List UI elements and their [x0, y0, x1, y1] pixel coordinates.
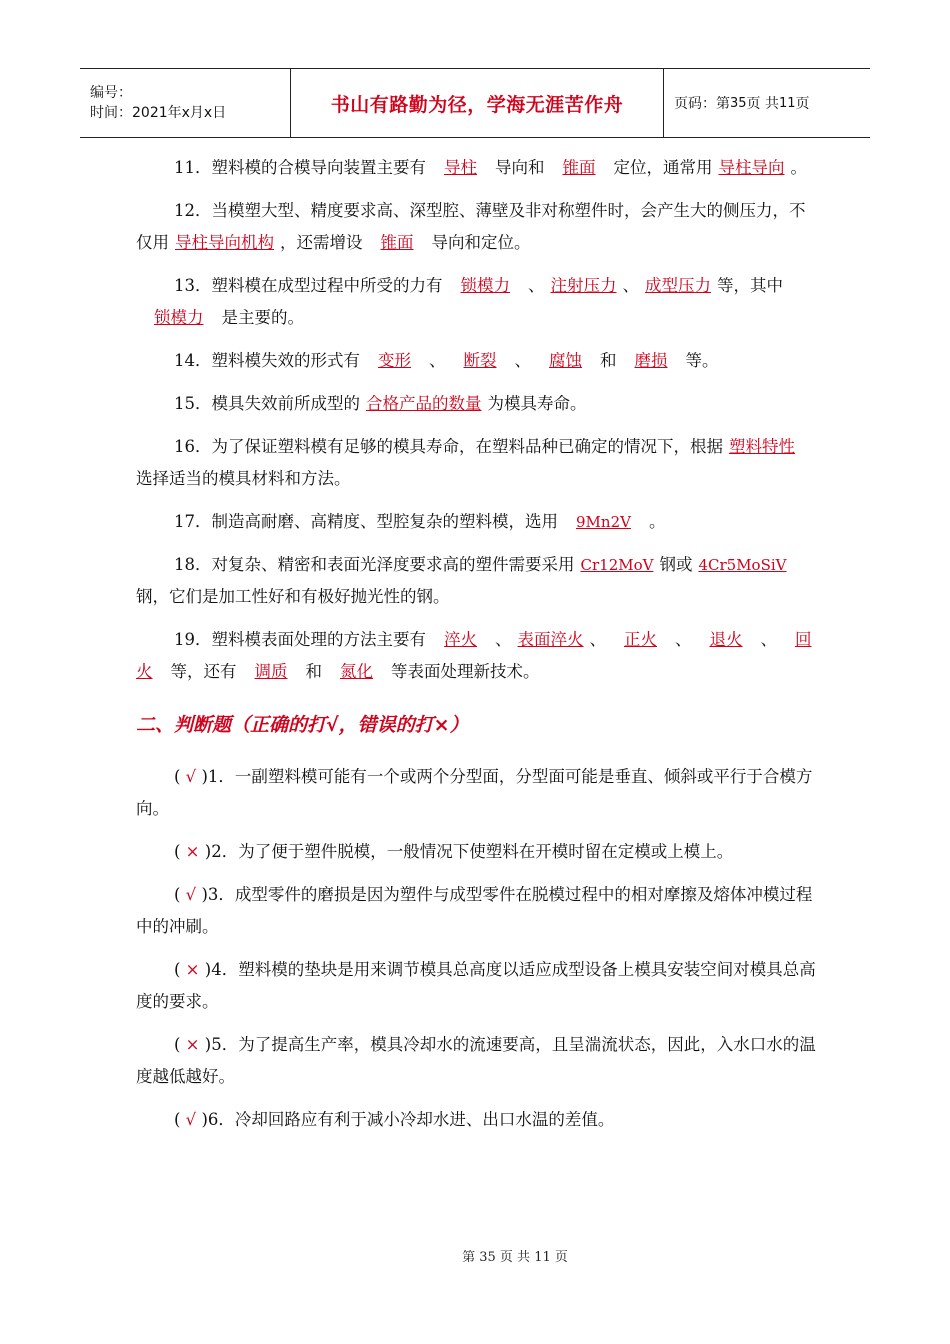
- answer-blank: 表面淬火: [517, 630, 584, 649]
- question-text: 导向和: [495, 158, 545, 177]
- page-current: 35: [730, 95, 747, 111]
- answer-blank: 4Cr5MoSiV: [698, 556, 787, 574]
- answer-blank: 9Mn2V: [576, 513, 631, 531]
- statement-text: 6．冷却回路应有利于减小冷却水进、出口水温的差值。: [207, 1110, 615, 1129]
- question-text: 是主要的。: [221, 308, 304, 327]
- judge-item-6: [136, 1104, 816, 1136]
- question-text: 、: [622, 276, 639, 295]
- question-text: 为模具寿命。: [487, 394, 587, 413]
- bracket-open: (: [174, 1110, 181, 1129]
- answer-blank: 导柱: [444, 158, 477, 177]
- question-text: ，还需增设: [280, 233, 363, 252]
- question-text: 和: [305, 662, 322, 681]
- question-17: [136, 506, 816, 538]
- question-text: 16．为了保证塑料模有足够的模具寿命，在塑料品种已确定的情况下，根据: [174, 437, 723, 456]
- footer-text: 页: [554, 1250, 568, 1265]
- answer-blank: 塑料特性: [729, 437, 795, 456]
- footer-text: 第: [462, 1250, 476, 1265]
- judge-item-4: [136, 954, 816, 1018]
- statement-text: 5．为了提高生产率，模具冷却水的流速要高，且呈湍流状态，因此，入水口水的温度越低越好。: [136, 1035, 816, 1086]
- question-18: [136, 549, 816, 613]
- time-label: 时间：2021年x月x日: [90, 105, 227, 121]
- question-text: 13．塑料模在成型过程中所受的力有: [174, 276, 443, 295]
- question-text: 14．塑料模失效的形式有: [174, 351, 360, 370]
- question-text: 定位，通常用: [613, 158, 713, 177]
- answer-mark: ×: [180, 960, 205, 979]
- question-text: 、: [589, 630, 606, 649]
- answer-blank: 锁模力: [154, 308, 204, 327]
- header-motto-cell: [290, 69, 664, 137]
- header-info: [80, 69, 290, 137]
- header-page-info: [664, 69, 810, 137]
- question-text: 18．对复杂、精密和表面光泽度要求高的塑件需要采用: [174, 555, 575, 574]
- answer-mark: √: [180, 767, 202, 786]
- question-19: [136, 624, 816, 688]
- question-text: 。: [790, 158, 807, 177]
- answer-blank: 断裂: [463, 351, 497, 370]
- question-15: [136, 388, 816, 420]
- question-text: 等，其中: [717, 276, 783, 295]
- answer-mark: ×: [180, 1035, 205, 1054]
- section-title-judgement: 二、判断题（正确的打√，错误的打×）: [136, 714, 469, 736]
- question-text: 17．制造高耐磨、高精度、型腔复杂的塑料模，选用: [174, 512, 558, 531]
- question-text: 、: [675, 630, 692, 649]
- question-text: 。: [648, 512, 666, 531]
- question-text: 和: [600, 351, 617, 370]
- answer-blank: 导柱导向机构: [175, 233, 274, 252]
- question-text: 等表面处理新技术。: [391, 662, 540, 681]
- question-14: [136, 345, 816, 377]
- page-label: 页码：第: [674, 96, 730, 112]
- bracket-open: (: [174, 767, 181, 786]
- answer-mark: √: [180, 1110, 202, 1129]
- answer-blank: 锥面: [562, 158, 596, 177]
- bracket-open: (: [174, 960, 181, 979]
- bracket-open: (: [174, 885, 181, 904]
- question-text: 、: [514, 351, 531, 370]
- bracket-open: (: [174, 1035, 181, 1054]
- answer-blank: 锥面: [380, 233, 414, 252]
- bracket-close: ): [204, 842, 212, 861]
- number-label: 编号：: [90, 85, 132, 101]
- bracket-open: (: [174, 842, 181, 861]
- answer-blank: 导柱导向: [718, 158, 785, 177]
- statement-text: 2．为了便于塑件脱模，一般情况下使塑料在开模时留在定模或上模上。: [211, 842, 734, 861]
- page-footer: [0, 1246, 950, 1265]
- answer-blank: 正火: [624, 630, 657, 649]
- bracket-close: ): [201, 767, 208, 786]
- judge-item-5: [136, 1029, 816, 1093]
- question-text: 导向和定位。: [431, 233, 531, 252]
- document-body: [136, 152, 816, 1147]
- statement-text: 4．塑料模的垫块是用来调节模具总高度以适应成型设备上模具安装空间对模具总高度的要求。: [136, 960, 816, 1011]
- judge-item-2: [136, 836, 816, 868]
- answer-blank: 合格产品的数量: [366, 394, 482, 413]
- header-motto: 书山有路勤为径，学海无涯苦作舟: [330, 93, 624, 116]
- question-text: 钢，它们是加工性好和有极好抛光性的钢。: [136, 587, 450, 606]
- page-mid: 页 共: [746, 96, 779, 112]
- page-total: 11: [779, 95, 796, 111]
- statement-text: 1．一副塑料模可能有一个或两个分型面，分型面可能是垂直、倾斜或平行于合模方向。: [136, 767, 813, 818]
- question-text: 、: [495, 630, 512, 649]
- page-end: 页: [795, 96, 810, 112]
- answer-blank: 淬火: [444, 630, 477, 649]
- question-text: 选择适当的模具材料和方法。: [136, 469, 351, 488]
- answer-mark: √: [180, 885, 202, 904]
- question-text: 、: [528, 276, 545, 295]
- question-12: [136, 195, 816, 259]
- answer-blank: 退火: [709, 630, 743, 649]
- bracket-close: ): [204, 960, 212, 979]
- question-text: 、: [760, 630, 777, 649]
- footer-page-current: 35: [479, 1250, 496, 1265]
- question-text: 12．当模塑大型、精度要求高、深型腔、薄壁及非对称塑件时，会产生大的侧压力，不仅用: [136, 201, 806, 252]
- statement-text: 3．成型零件的磨损是因为塑件与成型零件在脱模过程中的相对摩擦及熔体冲模过程中的冲刷。: [136, 885, 813, 936]
- answer-blank: 腐蚀: [549, 351, 582, 370]
- question-text: 15．模具失效前所成型的: [174, 394, 360, 413]
- question-text: 等。: [685, 351, 719, 370]
- answer-blank: 锁模力: [460, 276, 510, 295]
- question-text: 11．塑料模的合模导向装置主要有: [174, 158, 426, 177]
- question-text: 、: [429, 351, 446, 370]
- answer-blank: 氮化: [340, 662, 373, 681]
- question-text: 19．塑料模表面处理的方法主要有: [174, 630, 426, 649]
- answer-blank: 变形: [378, 351, 411, 370]
- answer-blank: 注射压力: [550, 276, 617, 295]
- answer-blank: 回火: [136, 630, 812, 681]
- footer-page-total: 11: [534, 1250, 551, 1265]
- answer-blank: 成型压力: [645, 276, 711, 295]
- question-16: [136, 431, 816, 495]
- question-11: [136, 152, 816, 184]
- question-13: [136, 270, 816, 334]
- bracket-close: ): [204, 1035, 212, 1054]
- question-text: 钢或: [659, 555, 693, 574]
- page-header: [80, 68, 870, 138]
- footer-text: 页 共: [499, 1250, 531, 1265]
- bracket-close: ): [201, 1110, 208, 1129]
- judge-item-1: [136, 761, 816, 825]
- answer-blank: 调质: [254, 662, 288, 681]
- question-text: 等，还有: [170, 662, 237, 681]
- answer-blank: 磨损: [634, 351, 668, 370]
- judge-item-3: [136, 879, 816, 943]
- answer-mark: ×: [180, 842, 205, 861]
- answer-blank: Cr12MoV: [580, 556, 654, 574]
- bracket-close: ): [201, 885, 208, 904]
